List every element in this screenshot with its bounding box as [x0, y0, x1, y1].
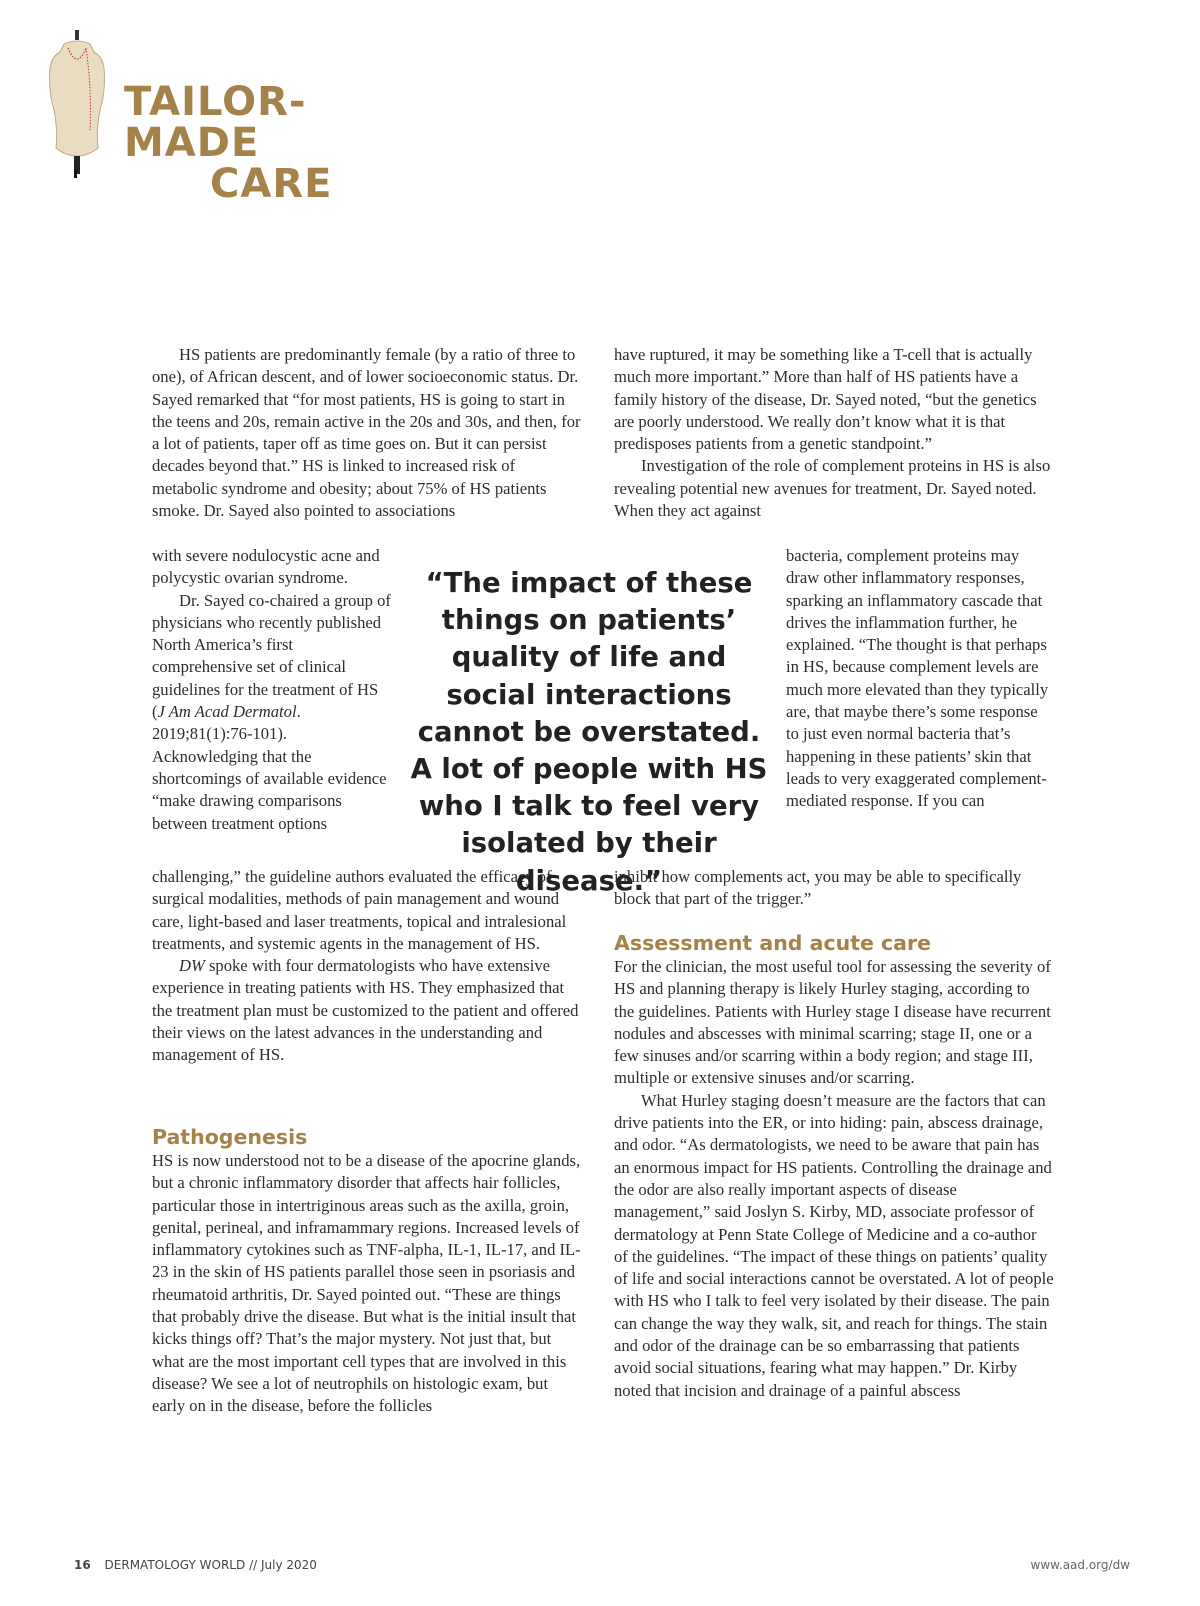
guidelines-paragraph: Dr. Sayed co-chaired a group of physicians who recently published North America’s first comprehensive set of clinical guidelines for the treatment of HS (J Am Acad Dermatol. 2019;81(1):76-101). Acknowledging that the shortcomings of available evidence “make drawing comparisons between treatment options: [152, 590, 391, 833]
right-column-after-quote: [614, 866, 1054, 911]
assessment-heading: Assessment and acute care: [614, 931, 932, 955]
right-column-wrap: [786, 545, 1054, 813]
complement-paragraph: Investigation of the role of complement proteins in HS is also revealing potential new avenues for treatment, Dr. Sayed noted. When they act against: [614, 456, 1051, 521]
issue-date: July 2020: [260, 1558, 317, 1572]
intro-paragraph: HS patients are predominantly female (by a ratio of three to one), of African descent, and of lower socioeconomic status. Dr. Sayed remarked that “for most patients, HS is going to start in the teens and 20s, remain active in the 20s and 30s, and then, for a lot of patients, taper off as time goes on. But it can persist decades beyond that.” HS is linked to increased risk of metabolic syndrome and obesity; about 75% of HS patients smoke. Dr. Sayed also pointed to associations: [152, 345, 581, 521]
footer-url[interactable]: www.aad.org/dw: [1030, 1558, 1130, 1572]
article-title: [124, 79, 424, 207]
title-line-1: TAILOR-MADE: [124, 79, 307, 166]
left-column-wrap: [152, 545, 392, 835]
magazine-name: DERMATOLOGY WORLD: [104, 1558, 246, 1572]
right-column-top: [614, 344, 1054, 522]
pull-quote: “The impact of these things on patients’ quality of life and social interactions cannot be overstated. A lot of people with HS who I talk to feel very isolated by their disease.”: [410, 567, 768, 897]
journal-citation: J Am Acad Dermatol: [157, 702, 297, 722]
page-number: 16: [74, 1558, 91, 1572]
complement-paragraph-end: inhibit how complements act, you may be able to specifically block that part of the trigger.”: [614, 867, 1022, 909]
genetics-paragraph: have ruptured, it may be something like a T-cell that is actually much more important.” More than half of HS patients have a family history of the disease, Dr. Sayed noted, “but the genetics are poorly understood. We really don’t know what it is that predisposes patients from a genetic standpoint.”: [614, 345, 1037, 454]
title-line-2: CARE: [210, 161, 333, 207]
dress-form-illustration: [44, 30, 110, 178]
assessment-section: [614, 956, 1054, 1402]
dw-paragraph: DW spoke with four dermatologists who have extensive experience in treating patients with HS. They emphasized that the treatment plan must be customized to the patient and offered their views on the latest advances in the understanding and management of HS.: [152, 956, 579, 1065]
pathogenesis-section: [152, 1150, 582, 1418]
guidelines-paragraph-end: challenging,” the guideline authors evaluated the efficacy of surgical modalities, methods of pain management and wound care, light-based and laser treatments, topical and intralesional treatments, and systemic agents in the management of HS.: [152, 867, 567, 953]
associations-paragraph: with severe nodulocystic acne and polycystic ovarian syndrome.: [152, 546, 380, 588]
hurley-paragraph: What Hurley staging doesn’t measure are the factors that can drive patients into the ER, or into hiding: pain, abscess drainage, and odor. “As dermatologists, we need to be aware that pain has an enormous impact for HS patients. Controlling the drainage and the odor are also really important aspects of disease management,” said Joslyn S. Kirby, MD, associate professor of dermatology at Penn State College of Medicine and a co-author of the guidelines. “The impact of these things on patients’ quality of life and social interactions cannot be overstated. A lot of people with HS who I talk to feel very isolated by their disease. The pain can change the way they walk, sit, and reach for things. The stain and odor of the drainage can be so embarrassing that patients avoid social situations, fearing what may happen.” Dr. Kirby noted that incision and drainage of a painful abscess: [614, 1090, 1054, 1400]
assessment-paragraph: For the clinician, the most useful tool for assessing the severity of HS and planning therapy is likely Hurley staging, according to the guidelines. Patients with Hurley stage I disease have recurrent nodules and abscesses with minimal scarring; stage II, one or a few sinuses and/or scarring within a body region; and stage III, multiple or extensive sinuses and/or scarring.: [614, 957, 1051, 1088]
pathogenesis-heading: Pathogenesis: [152, 1125, 308, 1149]
pathogenesis-paragraph: HS is now understood not to be a disease of the apocrine glands, but a chronic inflammatory disorder that affects hair follicles, particular those in intertriginous areas such as the axilla, groin, genital, perineal, and inframammary regions. Increased levels of inflammatory cytokines such as TNF-alpha, IL-1, IL-17, and IL-23 in the skin of HS patients parallel those seen in psoriasis and rheumatoid arthritis, Dr. Sayed pointed out. “These are things that probably drive the disease. But what is the initial insult that kicks things off? That’s the major mystery. Not just that, but what are the most important cell types that are involved in this disease? We see a lot of neutrophils on histologic exam, but early on in the disease, before the follicles: [152, 1151, 581, 1416]
complement-paragraph-continued: bacteria, complement proteins may draw other inflammatory responses, sparking an inflammatory cascade that drives the inflammation further, he explained. “The thought is that perhaps in HS, because complement levels are much more elevated than they typically are, that maybe there’s some response to just even normal bacteria that’s happening in these patients’ skin that leads to very exaggerated complement-mediated response. If you can: [786, 546, 1049, 811]
left-column-intro: [152, 344, 582, 522]
page-footer: [74, 1558, 317, 1572]
footer-separator: //: [249, 1558, 258, 1572]
